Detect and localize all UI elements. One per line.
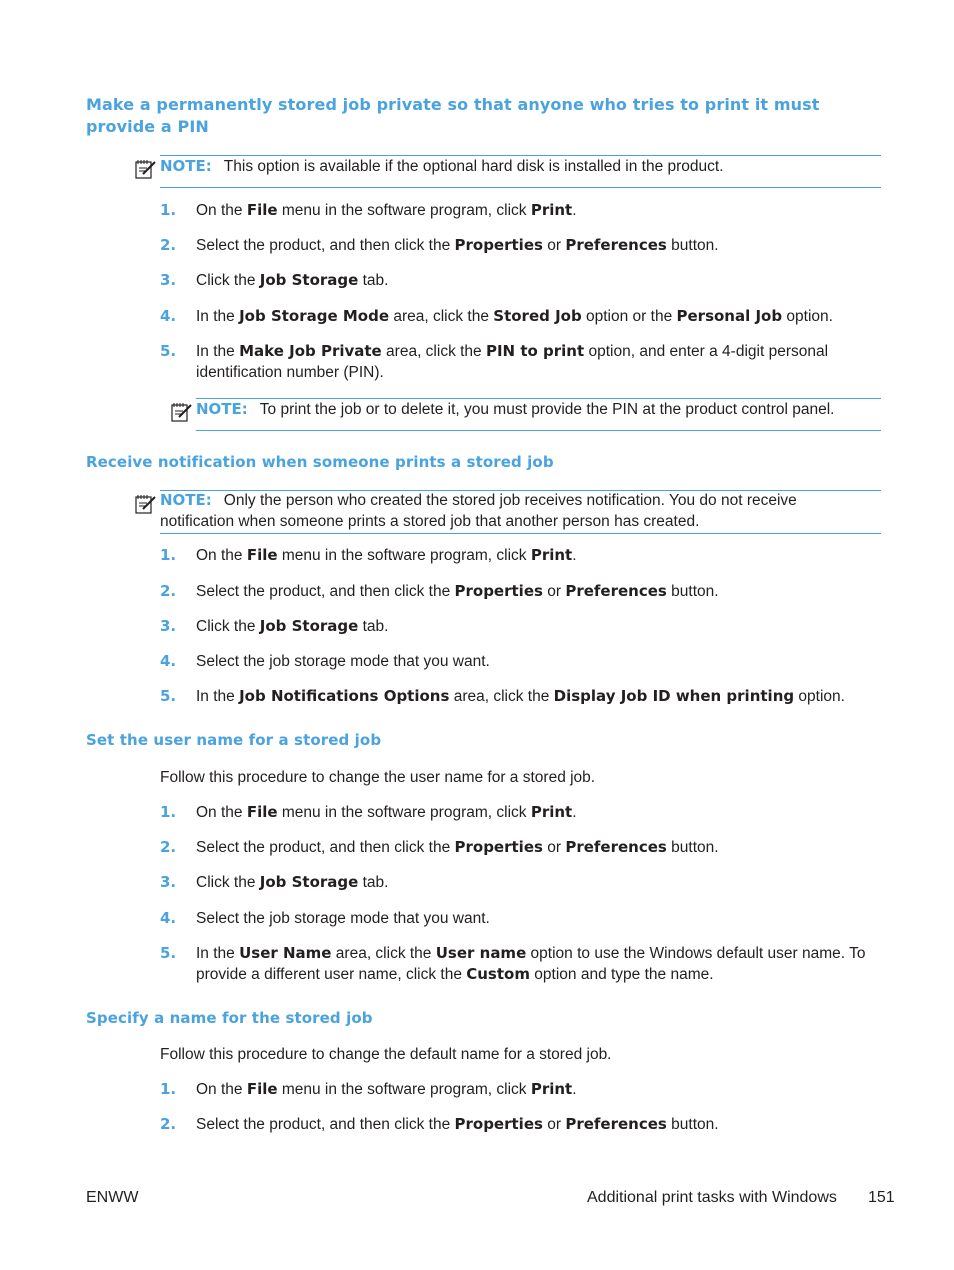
step-text-part: In the [196, 343, 240, 360]
step-text-part: tab. [358, 874, 389, 891]
ui-term: File [246, 546, 278, 564]
page-number: 151 [868, 1189, 895, 1206]
step-number: 1. [160, 1080, 177, 1098]
step-text-part: menu in the software program, click [277, 547, 531, 564]
step-text-part: . [572, 1081, 577, 1098]
step-text-part: Click the [196, 272, 260, 289]
ui-term: Properties [454, 582, 543, 600]
step-text-part: On the [196, 1081, 247, 1098]
ui-term: Stored Job [493, 307, 582, 325]
step-text-part: area, click the [381, 343, 486, 360]
step-text-part: Select the product, and then click the [196, 583, 455, 600]
ui-term: Display Job ID when printing [553, 687, 795, 705]
ui-term: Preferences [565, 1115, 667, 1133]
ui-term: File [246, 1080, 278, 1098]
step-text-part: area, click the [449, 688, 554, 705]
step-text [196, 872, 886, 893]
step-number: 4. [160, 909, 177, 927]
ui-term: Job Storage [259, 873, 359, 891]
step-number: 1. [160, 546, 177, 564]
step-text-part: In the [196, 308, 240, 325]
step-text [196, 341, 886, 383]
ui-term: Properties [454, 1115, 543, 1133]
step-text-part: menu in the software program, click [277, 804, 531, 821]
step-text-part: In the [196, 945, 240, 962]
ui-term: File [246, 803, 278, 821]
step-number: 1. [160, 803, 177, 821]
note-label: NOTE: [160, 157, 212, 175]
step-text-part: or [542, 237, 566, 254]
step-text-part: On the [196, 804, 247, 821]
ui-term: Job Storage [259, 271, 359, 289]
step-text [196, 837, 886, 858]
note-label: NOTE: [196, 400, 248, 418]
step-text-part: option to use the Windows default user name. To provide a different user name, click the [196, 945, 866, 983]
section-intro: Follow this procedure to change the user name for a stored job. [160, 769, 596, 786]
step-text [196, 581, 886, 602]
step-text [196, 616, 886, 637]
ui-term: Properties [454, 236, 543, 254]
step-number: 4. [160, 652, 177, 670]
step-number: 2. [160, 838, 177, 856]
ui-term: File [246, 201, 278, 219]
ui-term: Preferences [565, 838, 667, 856]
step-text-part: area, click the [331, 945, 436, 962]
ui-term: Custom [466, 965, 530, 983]
section-heading-username: Set the user name for a stored job [86, 731, 382, 749]
step-text-part: or [542, 839, 566, 856]
step-text-part: option or the [581, 308, 677, 325]
step-text-part: Select the product, and then click the [196, 237, 455, 254]
step-text [196, 943, 886, 985]
step-text-part: menu in the software program, click [277, 202, 531, 219]
step-text [196, 651, 886, 672]
step-text [196, 1079, 886, 1100]
step-text-part: . [572, 547, 577, 564]
ui-term: Properties [454, 838, 543, 856]
step-text-part: In the [196, 688, 240, 705]
step-text-part: menu in the software program, click [277, 1081, 531, 1098]
step-text-part: option, and enter a 4-digit personal identification number (PIN). [196, 343, 829, 381]
note-box [160, 490, 881, 534]
section-heading-notify: Receive notification when someone prints a stored job [86, 453, 554, 471]
note-text: Only the person who created the stored job receives notification. You do not receive notification when someone prints a stored job that another person has created. [160, 492, 797, 530]
ui-term: Preferences [565, 582, 667, 600]
step-text [196, 686, 886, 707]
step-text [196, 802, 886, 823]
ui-term: Job Storage [259, 617, 359, 635]
step-text-part: Select the product, and then click the [196, 839, 455, 856]
step-text-part: . [572, 202, 577, 219]
step-text-part: option and type the name. [529, 966, 714, 983]
step-text-part: area, click the [389, 308, 494, 325]
step-number: 4. [160, 307, 177, 325]
ui-term: Preferences [565, 236, 667, 254]
note-text: To print the job or to delete it, you must provide the PIN at the product control panel. [259, 401, 835, 418]
step-text-part: On the [196, 547, 247, 564]
step-number: 5. [160, 342, 177, 360]
step-text-part: Select the job storage mode that you want. [196, 653, 490, 670]
ui-term: Job Notifications Options [239, 687, 450, 705]
ui-term: Print [530, 546, 573, 564]
step-text-part: Select the job storage mode that you want. [196, 910, 490, 927]
step-text-part: button. [666, 583, 719, 600]
step-text-part: or [542, 1116, 566, 1133]
step-text-part: . [572, 804, 577, 821]
step-number: 5. [160, 944, 177, 962]
note-text: This option is available if the optional hard disk is installed in the product. [223, 158, 724, 175]
note-box-pin [196, 398, 881, 431]
note-pad-icon [170, 400, 194, 424]
note-pad-icon [134, 157, 158, 181]
step-text-part: Select the product, and then click the [196, 1116, 455, 1133]
section-heading-private: Make a permanently stored job private so that anyone who tries to print it must provide a PIN [86, 95, 820, 136]
ui-term: Make Job Private [239, 342, 382, 360]
step-number: 3. [160, 271, 177, 289]
step-text-part: or [542, 583, 566, 600]
step-text [196, 1114, 886, 1135]
step-text [196, 908, 886, 929]
step-text-part: Click the [196, 874, 260, 891]
step-text [196, 200, 886, 221]
step-number: 3. [160, 617, 177, 635]
step-text-part: tab. [358, 618, 389, 635]
ui-term: Print [530, 803, 573, 821]
step-number: 2. [160, 1115, 177, 1133]
footer-enww: ENWW [86, 1189, 139, 1206]
note-label: NOTE: [160, 491, 212, 509]
step-text-part: option. [782, 308, 833, 325]
step-text [196, 235, 886, 256]
step-number: 5. [160, 687, 177, 705]
step-text-part: button. [666, 839, 719, 856]
step-text-part: button. [666, 237, 719, 254]
section-intro: Follow this procedure to change the default name for a stored job. [160, 1046, 612, 1063]
ui-term: Job Storage Mode [239, 307, 390, 325]
section-heading-jobname: Specify a name for the stored job [86, 1009, 373, 1027]
step-text [196, 270, 886, 291]
step-text-part: button. [666, 1116, 719, 1133]
step-text [196, 306, 886, 327]
ui-term: User name [435, 944, 527, 962]
ui-term: Print [530, 201, 573, 219]
ui-term: User Name [239, 944, 332, 962]
step-text-part: Click the [196, 618, 260, 635]
step-text-part: tab. [358, 272, 389, 289]
step-text [196, 545, 886, 566]
ui-term: Print [530, 1080, 573, 1098]
step-number: 2. [160, 582, 177, 600]
note-box [160, 155, 881, 188]
note-pad-icon [134, 492, 158, 516]
footer-section-title: Additional print tasks with Windows [587, 1189, 837, 1206]
step-text-part: option. [794, 688, 845, 705]
step-number: 1. [160, 201, 177, 219]
ui-term: PIN to print [485, 342, 585, 360]
step-number: 3. [160, 873, 177, 891]
step-text-part: On the [196, 202, 247, 219]
step-number: 2. [160, 236, 177, 254]
ui-term: Personal Job [676, 307, 783, 325]
